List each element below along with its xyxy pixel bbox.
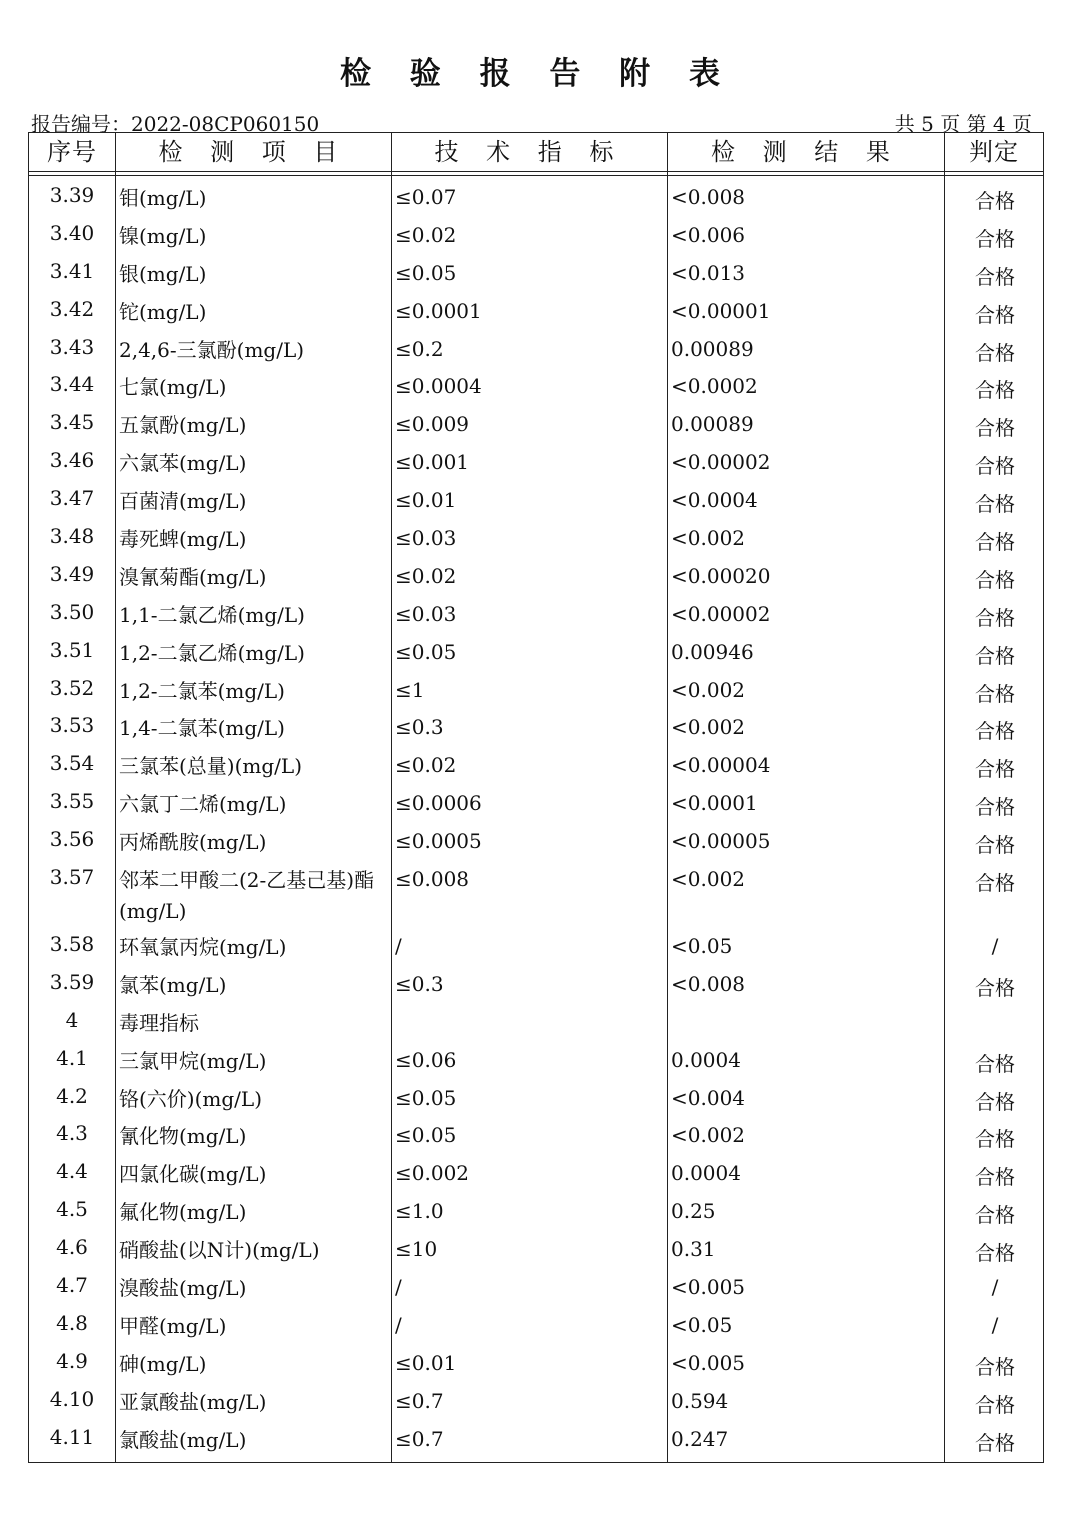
row-judge: 合格 xyxy=(975,264,1015,289)
row-item: 溴酸盐(mg/L) xyxy=(119,1276,247,1301)
header-result: 检 测 结 果 xyxy=(711,138,900,166)
row-spec: ≤0.01 xyxy=(395,1350,457,1375)
row-judge: 合格 xyxy=(975,189,1015,213)
row-result: <0.00005 xyxy=(671,829,771,854)
row-spec: ≤0.002 xyxy=(395,1161,470,1186)
header-item: 检 测 项 目 xyxy=(158,138,348,166)
row-number: 3.56 xyxy=(49,827,95,852)
row-item: 1,2-二氯苯(mg/L) xyxy=(119,678,285,703)
row-item: 1,2-二氯乙烯(mg/L) xyxy=(119,640,305,665)
row-item: 甲醛(mg/L) xyxy=(119,1313,227,1338)
row-result: <0.00020 xyxy=(671,563,771,588)
row-judge: 合格 xyxy=(975,1241,1015,1266)
table-row xyxy=(29,255,1043,293)
row-judge: / xyxy=(991,1312,999,1337)
row-spec: ≤0.3 xyxy=(395,715,444,740)
row-judge: 合格 xyxy=(975,833,1015,858)
table-row xyxy=(29,520,1043,558)
row-judge: 合格 xyxy=(975,1430,1015,1455)
table-row xyxy=(29,785,1043,823)
row-number: 4.2 xyxy=(56,1083,88,1108)
row-item: 六氯苯(mg/L) xyxy=(119,451,247,476)
table-row xyxy=(29,1421,1043,1459)
row-spec: ≤0.06 xyxy=(395,1047,457,1072)
table-row xyxy=(29,672,1043,710)
table-row xyxy=(29,823,1043,861)
row-judge: 合格 xyxy=(975,1392,1015,1417)
row-spec: ≤0.02 xyxy=(395,753,457,778)
row-item: 三氯苯(总量)(mg/L) xyxy=(119,754,302,779)
row-item: 铬(六价)(mg/L) xyxy=(119,1086,262,1111)
row-number: 3.49 xyxy=(49,561,95,586)
row-result: 0.247 xyxy=(671,1426,729,1451)
row-number: 3.48 xyxy=(49,524,95,549)
row-spec: ≤0.0004 xyxy=(395,374,482,399)
table-row xyxy=(29,1155,1043,1193)
row-item: 氰化物(mg/L) xyxy=(119,1124,247,1149)
table-row xyxy=(29,1117,1043,1155)
row-result: 0.594 xyxy=(671,1388,729,1413)
row-spec: ≤0.0001 xyxy=(395,298,482,323)
row-judge: 合格 xyxy=(975,719,1015,744)
row-number: 3.41 xyxy=(49,258,95,283)
row-spec: ≤0.0005 xyxy=(395,829,482,854)
row-item: 七氯(mg/L) xyxy=(119,375,227,400)
row-result: <0.008 xyxy=(671,971,746,996)
row-number: 3.59 xyxy=(49,969,95,994)
table-row xyxy=(29,444,1043,482)
row-spec: ≤0.2 xyxy=(395,336,444,361)
header-judge: 判定 xyxy=(969,138,1019,166)
table-row xyxy=(29,331,1043,369)
row-judge: / xyxy=(991,1275,999,1300)
row-item: 1,4-二氯苯(mg/L) xyxy=(119,716,285,741)
row-result: <0.002 xyxy=(671,715,746,740)
row-judge: 合格 xyxy=(975,1051,1015,1076)
row-item: 1,1-二氯乙烯(mg/L) xyxy=(119,602,305,627)
row-spec: ≤0.7 xyxy=(395,1426,444,1451)
row-number: 4.10 xyxy=(49,1386,95,1411)
table-row xyxy=(29,1193,1043,1231)
row-number: 4.1 xyxy=(56,1045,88,1070)
row-item: 邻苯二甲酸二(2-乙基己基)酯(mg/L) xyxy=(119,868,375,924)
row-number: 3.52 xyxy=(49,675,95,700)
row-number: 4 xyxy=(65,1007,79,1032)
row-result: <0.00004 xyxy=(671,753,771,778)
row-item: 毒理指标 xyxy=(119,1010,199,1035)
row-item: 毒死蜱(mg/L) xyxy=(119,527,247,552)
row-item: 镍(mg/L) xyxy=(119,223,207,248)
row-result: <0.006 xyxy=(671,222,746,247)
row-judge: 合格 xyxy=(975,1127,1015,1152)
row-judge: 合格 xyxy=(975,605,1015,630)
row-number: 4.4 xyxy=(56,1159,88,1184)
row-result: 0.25 xyxy=(671,1199,716,1224)
row-number: 4.5 xyxy=(56,1197,88,1222)
row-judge: 合格 xyxy=(975,567,1015,592)
table-row xyxy=(29,861,1043,928)
row-spec: ≤0.03 xyxy=(395,526,457,551)
row-item: 丙烯酰胺(mg/L) xyxy=(119,830,267,855)
row-judge: 合格 xyxy=(975,795,1015,820)
row-judge: 合格 xyxy=(975,643,1015,668)
table-row xyxy=(29,558,1043,596)
row-number: 4.6 xyxy=(56,1235,88,1260)
table-row xyxy=(29,217,1043,255)
table-row xyxy=(29,928,1043,966)
row-result: <0.05 xyxy=(671,1312,733,1337)
table-row xyxy=(29,1269,1043,1307)
table-row xyxy=(29,634,1043,672)
row-spec: ≤0.01 xyxy=(395,488,457,513)
header-no: 序号 xyxy=(47,138,97,166)
row-judge: 合格 xyxy=(975,1203,1015,1228)
row-item: 铊(mg/L) xyxy=(119,299,207,324)
row-result: <0.00002 xyxy=(671,601,771,626)
row-number: 4.9 xyxy=(56,1348,88,1373)
row-judge: 合格 xyxy=(975,416,1015,441)
row-result: <0.0002 xyxy=(671,374,758,399)
row-judge: 合格 xyxy=(975,1089,1015,1114)
row-spec: ≤0.7 xyxy=(395,1388,444,1413)
row-item: 四氯化碳(mg/L) xyxy=(119,1162,267,1187)
row-spec: ≤1.0 xyxy=(395,1199,444,1224)
table-row xyxy=(29,1383,1043,1421)
row-item: 亚氯酸盐(mg/L) xyxy=(119,1389,267,1414)
row-number: 3.51 xyxy=(49,637,95,662)
row-spec: / xyxy=(395,1312,402,1337)
row-number: 3.55 xyxy=(49,789,95,814)
table-row xyxy=(29,482,1043,520)
row-item: 百菌清(mg/L) xyxy=(119,489,247,514)
row-spec: ≤10 xyxy=(395,1237,438,1262)
row-item: 钼(mg/L) xyxy=(119,186,207,210)
table-row xyxy=(29,1080,1043,1118)
row-spec: ≤0.0006 xyxy=(395,791,482,816)
row-spec: ≤0.02 xyxy=(395,222,457,247)
row-number: 3.53 xyxy=(49,713,95,738)
table-row xyxy=(29,1231,1043,1269)
header-spec: 技 术 指 标 xyxy=(434,138,624,166)
row-judge: 合格 xyxy=(975,378,1015,403)
row-result: 0.31 xyxy=(671,1237,716,1262)
row-item: 三氯甲烷(mg/L) xyxy=(119,1048,267,1073)
row-number: 3.46 xyxy=(49,448,95,473)
row-number: 3.47 xyxy=(49,486,95,511)
row-item: 氯苯(mg/L) xyxy=(119,972,227,997)
row-number: 3.45 xyxy=(49,410,95,435)
row-spec: ≤0.05 xyxy=(395,1085,457,1110)
row-spec: ≤0.008 xyxy=(395,867,470,892)
row-result: <0.002 xyxy=(671,526,746,551)
row-judge: 合格 xyxy=(975,757,1015,782)
header-divider xyxy=(29,175,1043,176)
row-judge: 合格 xyxy=(975,975,1015,1000)
row-number: 3.39 xyxy=(49,183,95,207)
row-result: <0.008 xyxy=(671,185,746,209)
row-number: 3.40 xyxy=(49,220,95,245)
row-result: <0.002 xyxy=(671,1123,746,1148)
row-number: 4.3 xyxy=(56,1121,88,1146)
row-spec: ≤0.02 xyxy=(395,563,457,588)
row-result: <0.00001 xyxy=(671,298,771,323)
row-item: 六氯丁二烯(mg/L) xyxy=(119,792,287,817)
row-item: 溴氰菊酯(mg/L) xyxy=(119,564,267,589)
table-row xyxy=(29,1004,1043,1042)
row-number: 3.57 xyxy=(49,865,95,890)
table-row xyxy=(29,1042,1043,1080)
row-spec: ≤0.05 xyxy=(395,260,457,285)
row-result: <0.005 xyxy=(671,1275,746,1300)
row-spec: ≤1 xyxy=(395,677,425,702)
row-judge: 合格 xyxy=(975,681,1015,706)
table-row xyxy=(29,596,1043,634)
row-item: 五氯酚(mg/L) xyxy=(119,413,247,438)
row-result: 0.0004 xyxy=(671,1161,741,1186)
row-spec: ≤0.03 xyxy=(395,601,457,626)
row-number: 4.8 xyxy=(56,1310,88,1335)
table-row xyxy=(29,709,1043,747)
row-result: <0.0004 xyxy=(671,488,758,513)
row-judge: 合格 xyxy=(975,454,1015,479)
row-number: 3.50 xyxy=(49,599,95,624)
row-number: 4.7 xyxy=(56,1273,88,1298)
table-row xyxy=(29,1345,1043,1383)
row-number: 3.43 xyxy=(49,334,95,359)
row-judge: 合格 xyxy=(975,302,1015,327)
row-item: 氟化物(mg/L) xyxy=(119,1200,247,1225)
row-judge: 合格 xyxy=(975,1165,1015,1190)
row-result: <0.002 xyxy=(671,867,746,892)
row-judge: / xyxy=(991,934,999,959)
row-judge: 合格 xyxy=(975,340,1015,365)
row-spec: / xyxy=(395,1275,402,1300)
header-divider xyxy=(29,171,1043,172)
row-spec: ≤0.07 xyxy=(395,185,457,209)
row-number: 3.44 xyxy=(49,372,95,397)
row-spec: ≤0.001 xyxy=(395,450,470,475)
table-row xyxy=(29,293,1043,331)
row-result: <0.05 xyxy=(671,934,733,959)
table-row xyxy=(29,179,1043,217)
row-judge: 合格 xyxy=(975,530,1015,555)
row-judge: 合格 xyxy=(975,871,1015,896)
table-row xyxy=(29,368,1043,406)
row-result: <0.005 xyxy=(671,1350,746,1375)
table-body xyxy=(29,179,1043,1459)
row-item: 硝酸盐(以N计)(mg/L) xyxy=(119,1238,320,1263)
row-result: 0.00946 xyxy=(671,639,754,664)
page-info: 共 5 页 第 4 页 xyxy=(894,112,1032,136)
row-number: 3.58 xyxy=(49,932,95,957)
row-spec: ≤0.05 xyxy=(395,1123,457,1148)
row-result: 0.00089 xyxy=(671,336,754,361)
row-judge: 合格 xyxy=(975,1354,1015,1379)
row-result: <0.002 xyxy=(671,677,746,702)
row-result: <0.004 xyxy=(671,1085,746,1110)
row-number: 3.54 xyxy=(49,751,95,776)
row-number: 3.42 xyxy=(49,296,95,321)
results-table xyxy=(28,132,1044,1463)
row-judge: 合格 xyxy=(975,492,1015,517)
row-result: <0.0001 xyxy=(671,791,758,816)
table-row xyxy=(29,406,1043,444)
row-item: 环氧氯丙烷(mg/L) xyxy=(119,935,287,960)
table-row xyxy=(29,966,1043,1004)
table-row xyxy=(29,747,1043,785)
row-spec: ≤0.009 xyxy=(395,412,470,437)
report-number: 报告编号：2022-08CP060150 xyxy=(31,112,320,136)
row-result: 0.0004 xyxy=(671,1047,741,1072)
row-item: 砷(mg/L) xyxy=(119,1351,207,1376)
page-title: 检 验 报 告 附 表 xyxy=(340,56,734,92)
row-result: 0.00089 xyxy=(671,412,754,437)
table-row xyxy=(29,1307,1043,1345)
row-judge: 合格 xyxy=(975,226,1015,251)
row-item: 银(mg/L) xyxy=(119,261,207,286)
row-spec: / xyxy=(395,934,402,959)
row-spec: ≤0.05 xyxy=(395,639,457,664)
row-item: 2,4,6-三氯酚(mg/L) xyxy=(119,337,305,362)
row-number: 4.11 xyxy=(49,1424,95,1449)
row-result: <0.013 xyxy=(671,260,746,285)
row-item: 氯酸盐(mg/L) xyxy=(119,1427,247,1452)
row-result: <0.00002 xyxy=(671,450,771,475)
row-spec: ≤0.3 xyxy=(395,971,444,996)
